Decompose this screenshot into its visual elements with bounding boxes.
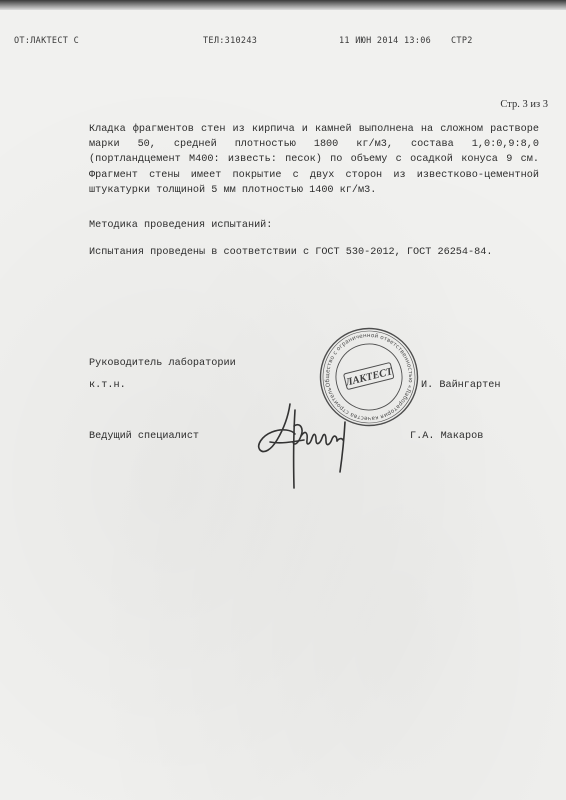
fax-tel: ТЕЛ:310243 — [203, 36, 258, 46]
fax-from: ОТ:ЛАКТЕСТ С — [14, 36, 80, 46]
head-of-lab-label: Руководитель лаборатории — [89, 358, 236, 369]
method-heading: Методика проведения испытаний: — [89, 220, 273, 231]
standards-paragraph: Испытания проведены в соответствии с ГОСТ 530-2012, ГОСТ 26254-84. — [89, 247, 493, 258]
scan-top-edge — [0, 0, 566, 10]
masonry-description-paragraph: Кладка фрагментов стен из кирпича и камней выполнена на сложном растворе марки 50, средней плотностью 1800 кг/м3, состава 1,0:0,9:8,0 (портландцемент М400: известь: песок) по объему с осадкой конуса 9 см. Фрагмент стены имеет покрытие с двух сторон из известково-цементной штукатурки толщиной 5 мм плотностью 1400 кг/м3. — [89, 124, 539, 196]
fax-header — [0, 36, 566, 50]
stamp-center-text: ЛАКТЕСТ — [344, 366, 394, 389]
degree-label: к.т.н. — [89, 380, 126, 391]
stamp-ring-text: Общество с ограниченной ответственностью «Лаборатория качества строительных — [324, 332, 414, 422]
specialist-signature — [250, 396, 360, 496]
head-of-lab-name: И. Вайнгартен — [421, 380, 501, 391]
fax-date: 11 ИЮН 2014 13:06 — [339, 36, 432, 46]
page-number: Стр. 3 из 3 — [500, 99, 548, 110]
fax-page: СТР2 — [451, 36, 473, 46]
lead-specialist-name: Г.А. Макаров — [410, 431, 484, 442]
lead-specialist-label: Ведущий специалист — [89, 431, 200, 442]
